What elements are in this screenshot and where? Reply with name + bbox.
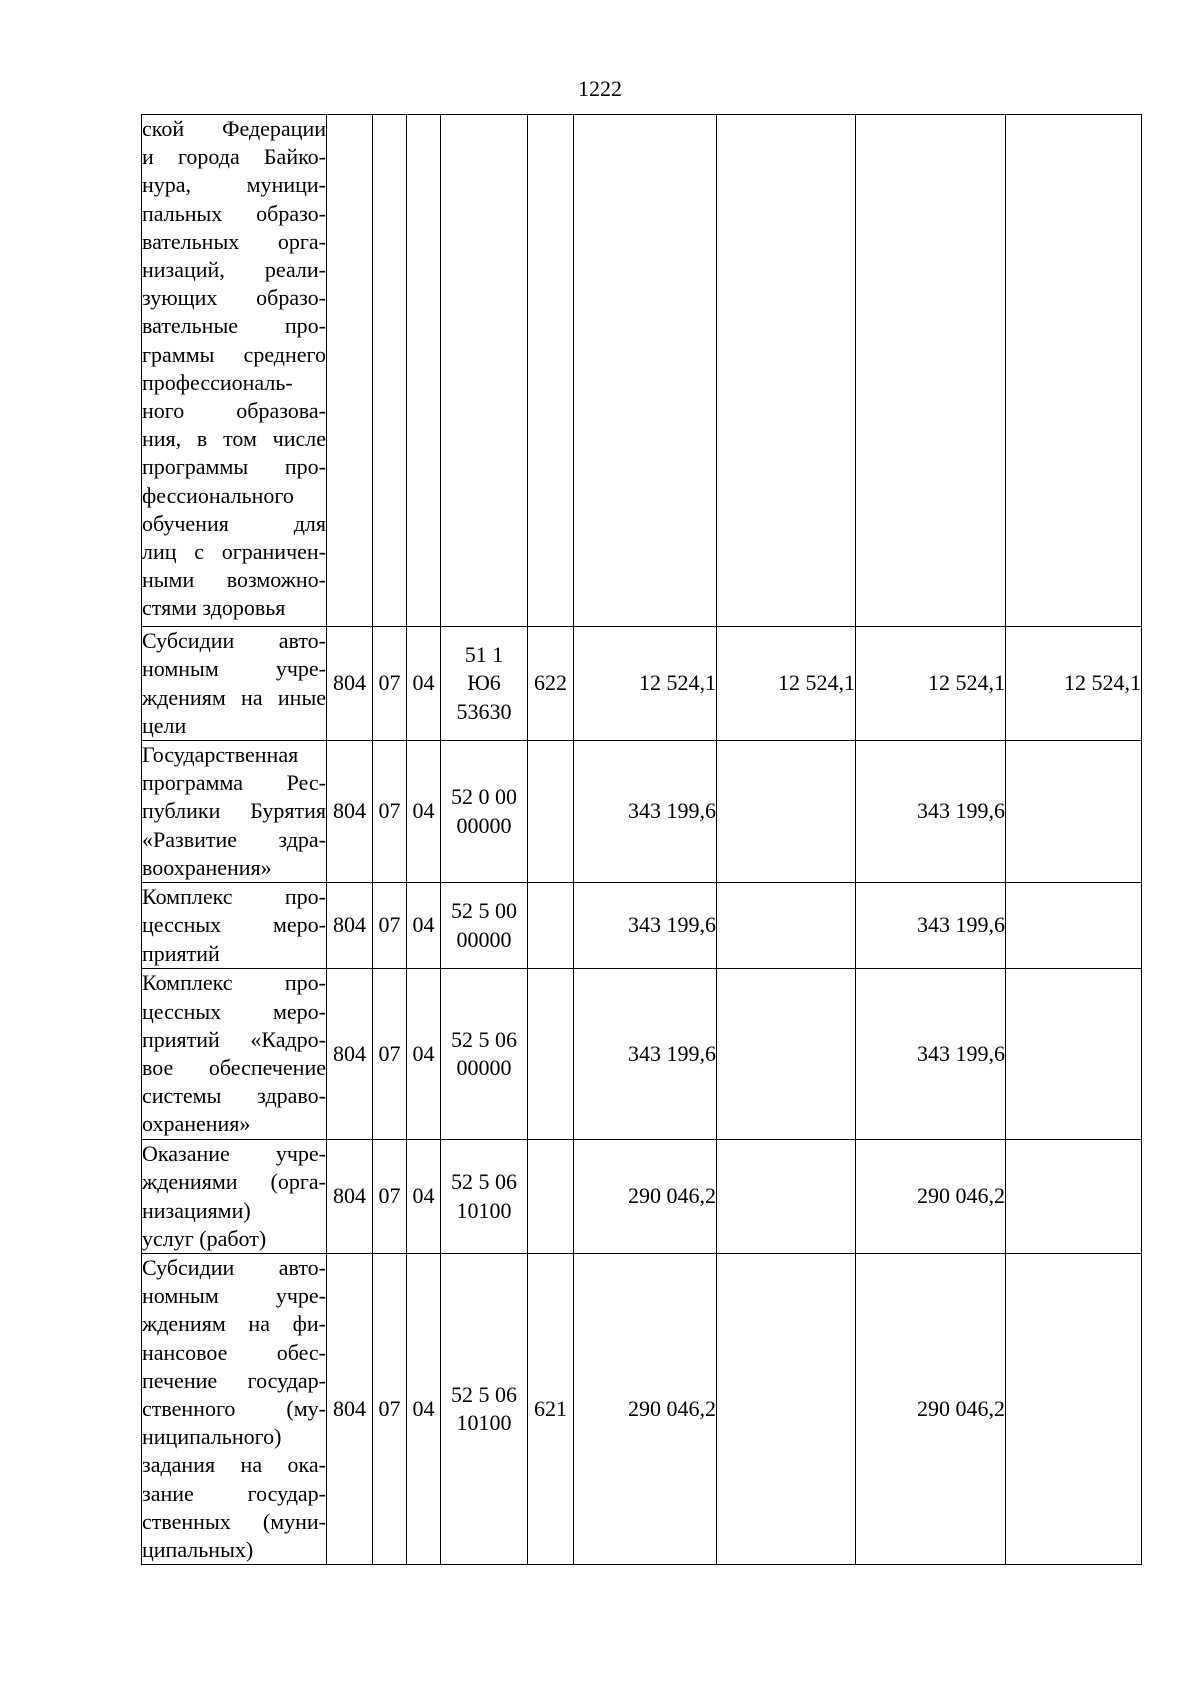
target-article-code <box>441 1140 528 1254</box>
subsection-code: 04 <box>407 969 441 1140</box>
target-article-code <box>441 969 528 1140</box>
target-article-code <box>441 1254 528 1565</box>
description-line: вое обеспечение <box>142 1055 326 1081</box>
subsection-code: 04 <box>407 1140 441 1254</box>
description-line: ственных (муни- <box>142 1508 326 1534</box>
amount-total: 12 524,1 <box>574 627 717 741</box>
description-line: ственного (му- <box>142 1396 326 1422</box>
subsection-code: 04 <box>407 741 441 883</box>
amount-federal <box>717 741 856 883</box>
description-line: ской Федерации <box>142 116 326 141</box>
description-line: Субсидии авто- <box>142 628 326 654</box>
target-article-code-line: 00000 <box>456 1055 512 1081</box>
grbs-code: 804 <box>327 741 373 883</box>
description-line: приятий <box>142 940 220 966</box>
section-code: 07 <box>373 1254 407 1565</box>
target-article-code <box>441 741 528 883</box>
amount-total: 290 046,2 <box>574 1140 717 1254</box>
description-line: зание государ- <box>142 1480 326 1506</box>
section-code: 07 <box>373 741 407 883</box>
description-line: цессных меро- <box>142 912 326 938</box>
target-article-code-line: 00000 <box>456 926 512 952</box>
target-article-code-line: 51 1 <box>464 642 504 668</box>
description-line: Комплекс про- <box>142 884 326 910</box>
amount-federal <box>717 883 856 969</box>
amount-second-federal: 12 524,1 <box>1006 627 1142 741</box>
description-line: цели <box>142 712 187 738</box>
description-line: публики Бурятия <box>142 798 326 824</box>
row-description <box>142 741 327 883</box>
description-line: фессионального <box>142 482 294 508</box>
target-article-code <box>441 115 528 627</box>
description-line: ными возможно- <box>142 567 326 593</box>
description-line: зующих образо- <box>142 285 326 311</box>
expense-type-code <box>528 741 574 883</box>
amount-federal <box>717 115 856 627</box>
description-line: ного образова- <box>142 398 326 424</box>
amount-second-federal <box>1006 741 1142 883</box>
expense-type-code <box>528 115 574 627</box>
description-line: воохранения» <box>142 854 272 880</box>
description-line: ждениям на фи- <box>142 1311 326 1337</box>
description-line: ждениями (орга- <box>142 1169 326 1195</box>
description-line: Комплекс про- <box>142 970 326 996</box>
subsection-code <box>407 115 441 627</box>
amount-total: 290 046,2 <box>574 1254 717 1565</box>
section-code <box>373 115 407 627</box>
amount-second-total: 290 046,2 <box>856 1140 1006 1254</box>
amount-second-total: 343 199,6 <box>856 883 1006 969</box>
section-code: 07 <box>373 883 407 969</box>
target-article-code-line: 52 0 00 <box>451 784 517 810</box>
row-description <box>142 115 327 627</box>
amount-total: 343 199,6 <box>574 883 717 969</box>
subsection-code: 04 <box>407 627 441 741</box>
description-line: граммы среднего <box>142 341 326 367</box>
table-row <box>142 115 1142 627</box>
description-line: нура, муници- <box>142 172 326 198</box>
amount-second-total: 343 199,6 <box>856 741 1006 883</box>
expense-type-code <box>528 1140 574 1254</box>
description-line: лиц с ограничен- <box>142 539 326 565</box>
amount-second-federal <box>1006 883 1142 969</box>
description-line: низациями) <box>142 1197 251 1223</box>
amount-total: 343 199,6 <box>574 969 717 1140</box>
budget-table <box>141 114 1142 1565</box>
target-article-code-line: 52 5 00 <box>451 898 517 924</box>
row-description <box>142 883 327 969</box>
description-line: нансовое обес- <box>142 1339 326 1365</box>
description-line: ждениям на иные <box>142 684 326 710</box>
description-line: обучения для <box>142 510 326 536</box>
description-line: «Развитие здра- <box>142 826 326 852</box>
table-row <box>142 741 1142 883</box>
amount-total <box>574 115 717 627</box>
amount-second-total: 343 199,6 <box>856 969 1006 1140</box>
grbs-code: 804 <box>327 969 373 1140</box>
target-article-code-line: 00000 <box>456 812 512 838</box>
expense-type-code <box>528 883 574 969</box>
description-line: задания на ока- <box>142 1452 326 1478</box>
table-body <box>142 115 1142 1565</box>
amount-second-federal <box>1006 969 1142 1140</box>
amount-second-federal <box>1006 1254 1142 1565</box>
target-article-code-line: 53630 <box>456 698 512 724</box>
amount-second-federal <box>1006 1140 1142 1254</box>
grbs-code: 804 <box>327 883 373 969</box>
section-code: 07 <box>373 1140 407 1254</box>
description-line: номным учре- <box>142 656 326 682</box>
description-line: охранения» <box>142 1111 251 1137</box>
description-line: Оказание учре- <box>142 1141 326 1167</box>
amount-second-total: 12 524,1 <box>856 627 1006 741</box>
amount-second-federal <box>1006 115 1142 627</box>
description-line: пальных образо- <box>142 200 326 226</box>
amount-federal <box>717 969 856 1140</box>
subsection-code: 04 <box>407 883 441 969</box>
grbs-code: 804 <box>327 1254 373 1565</box>
amount-second-total: 290 046,2 <box>856 1254 1006 1565</box>
target-article-code <box>441 883 528 969</box>
table-row <box>142 883 1142 969</box>
description-line: ципальных) <box>142 1537 254 1563</box>
grbs-code: 804 <box>327 1140 373 1254</box>
description-line: ния, в том числе <box>142 426 326 452</box>
target-article-code-line: 52 5 06 <box>451 1381 517 1407</box>
description-line: печение государ- <box>142 1367 326 1393</box>
expense-type-code <box>528 969 574 1140</box>
expense-type-code: 622 <box>528 627 574 741</box>
description-line: стями здоровья <box>142 595 286 621</box>
description-line: услуг (работ) <box>142 1225 267 1251</box>
amount-second-total <box>856 115 1006 627</box>
description-line: системы здраво- <box>142 1083 326 1109</box>
description-line: приятий «Кадро- <box>142 1026 326 1052</box>
row-description <box>142 1254 327 1565</box>
page-number: 1222 <box>578 76 622 101</box>
section-code: 07 <box>373 969 407 1140</box>
amount-federal <box>717 1254 856 1565</box>
target-article-code-line: 10100 <box>456 1197 512 1223</box>
description-line: программа Рес- <box>142 770 326 796</box>
amount-total: 343 199,6 <box>574 741 717 883</box>
expense-type-code: 621 <box>528 1254 574 1565</box>
target-article-code-line: Ю6 <box>467 670 501 696</box>
table-row <box>142 627 1142 741</box>
description-line: вательных орга- <box>142 228 326 254</box>
target-article-code-line: 52 5 06 <box>451 1026 517 1052</box>
grbs-code: 804 <box>327 627 373 741</box>
subsection-code: 04 <box>407 1254 441 1565</box>
row-description <box>142 627 327 741</box>
section-code: 07 <box>373 627 407 741</box>
target-article-code-line: 52 5 06 <box>451 1169 517 1195</box>
amount-federal <box>717 1140 856 1254</box>
table-row <box>142 969 1142 1140</box>
target-article-code-line: 10100 <box>456 1410 512 1436</box>
row-description <box>142 1140 327 1254</box>
description-line: профессиональ- <box>142 369 293 395</box>
description-line: программы про- <box>142 454 326 480</box>
target-article-code <box>441 627 528 741</box>
grbs-code <box>327 115 373 627</box>
description-line: номным учре- <box>142 1283 326 1309</box>
description-line: ниципального) <box>142 1424 282 1450</box>
description-line: и города Байко- <box>142 144 326 170</box>
row-description <box>142 969 327 1140</box>
description-line: вательные про- <box>142 313 326 339</box>
table-row <box>142 1254 1142 1565</box>
description-line: низаций, реали- <box>142 257 326 283</box>
description-line: Государственная <box>142 742 299 767</box>
description-line: цессных меро- <box>142 998 326 1024</box>
amount-federal: 12 524,1 <box>717 627 856 741</box>
description-line: Субсидии авто- <box>142 1255 326 1281</box>
table-row <box>142 1140 1142 1254</box>
